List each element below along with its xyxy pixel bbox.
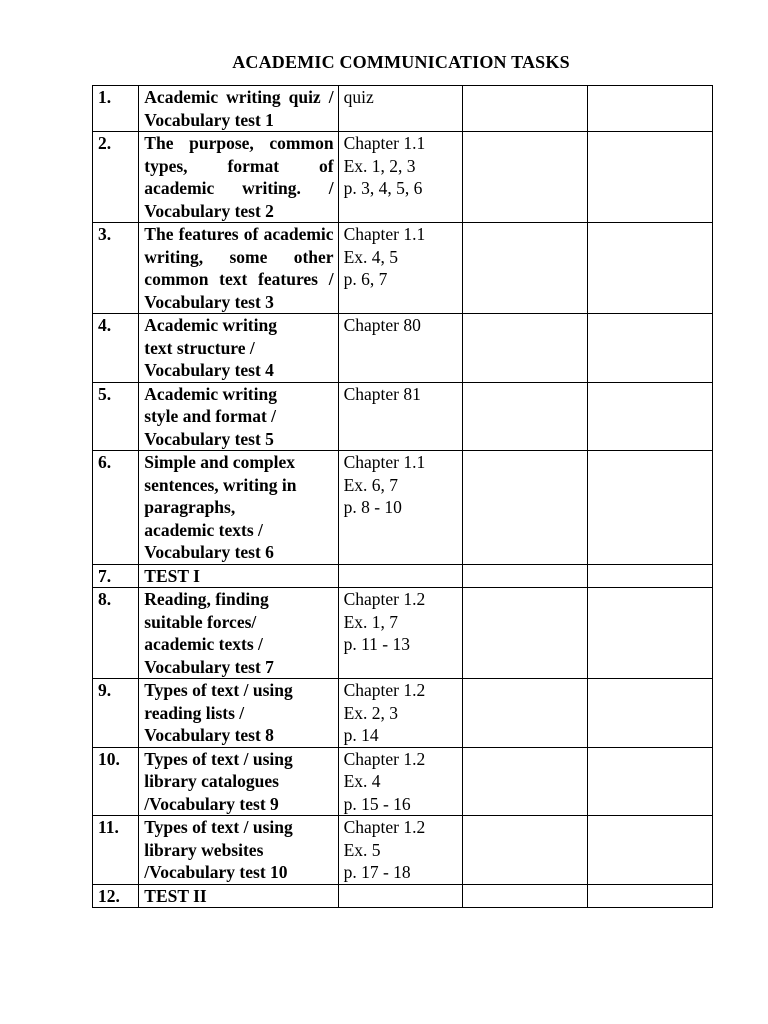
empty-cell	[588, 451, 713, 565]
topic-line: /Vocabulary test 10	[144, 862, 288, 882]
topic-line: Reading, finding	[144, 589, 269, 609]
topic-line: Vocabulary test 5	[144, 428, 274, 449]
row-number: 9.	[93, 679, 139, 748]
reference-line: Chapter 81	[343, 383, 421, 404]
row-topic	[139, 747, 338, 816]
topic-line: Academic writing quiz / Vocabulary test 1	[144, 87, 334, 130]
row-reference	[338, 451, 463, 565]
empty-cell	[588, 588, 713, 679]
empty-cell	[588, 884, 713, 908]
empty-cell	[463, 314, 588, 383]
table-row	[93, 382, 713, 451]
reference-line: Ex. 2, 3	[343, 702, 399, 723]
row-topic	[139, 588, 338, 679]
empty-cell	[463, 132, 588, 223]
empty-cell	[463, 86, 588, 132]
reference-line: Ex. 5	[343, 839, 381, 860]
row-reference	[338, 86, 463, 132]
empty-cell	[463, 564, 588, 588]
row-reference	[338, 747, 463, 816]
row-topic	[139, 679, 338, 748]
row-topic	[139, 884, 338, 908]
row-number: 5.	[93, 382, 139, 451]
row-topic	[139, 314, 338, 383]
topic-line: Vocabulary test 8	[144, 725, 274, 745]
topic-line: Academic writing	[144, 315, 277, 335]
reference-line: p. 17 - 18	[343, 862, 411, 882]
reference-line: Chapter 1.2	[343, 748, 426, 769]
empty-cell	[463, 816, 588, 885]
topic-line: The purpose, common types, format of academic writing. / Vocabulary test 2	[144, 133, 334, 221]
table-row	[93, 314, 713, 383]
reference-line: Chapter 1.1	[343, 133, 426, 153]
empty-cell	[463, 884, 588, 908]
table-row	[93, 86, 713, 132]
empty-cell	[463, 588, 588, 679]
reference-line: Chapter 1.2	[343, 680, 426, 700]
empty-cell	[463, 679, 588, 748]
empty-cell	[463, 747, 588, 816]
reference-line: p. 3, 4, 5, 6	[343, 178, 423, 198]
topic-line: Simple and complex	[144, 452, 296, 472]
table-row	[93, 816, 713, 885]
topic-line: sentences, writing in	[144, 474, 297, 495]
row-reference	[338, 314, 463, 383]
row-topic	[139, 86, 338, 132]
empty-cell	[588, 382, 713, 451]
tasks-table-body	[93, 86, 713, 908]
reference-line: Ex. 1, 7	[343, 611, 399, 632]
reference-line: Ex. 4	[343, 771, 381, 791]
row-topic	[139, 564, 338, 588]
topic-line: Types of text / using	[144, 817, 293, 837]
document-title: ACADEMIC COMMUNICATION TASKS	[232, 52, 570, 72]
table-row	[93, 451, 713, 565]
topic-line: style and format /	[144, 406, 277, 426]
empty-cell	[588, 816, 713, 885]
table-row	[93, 884, 713, 908]
row-number: 6.	[93, 451, 139, 565]
empty-cell	[463, 223, 588, 314]
empty-cell	[588, 564, 713, 588]
topic-line: text structure /	[144, 337, 255, 358]
topic-line: TEST I	[144, 565, 200, 586]
empty-cell	[588, 314, 713, 383]
topic-line: The features of academic writing, some other common text features / Vocabulary test 3	[144, 224, 334, 312]
reference-line: Ex. 6, 7	[343, 474, 399, 495]
topic-line: Vocabulary test 4	[144, 360, 274, 380]
reference-line: Chapter 80	[343, 315, 421, 335]
table-row	[93, 747, 713, 816]
topic-line: Vocabulary test 6	[144, 542, 274, 562]
reference-line: Chapter 1.1	[343, 452, 426, 472]
row-number: 7.	[93, 564, 139, 588]
topic-line: suitable forces/	[144, 611, 257, 632]
empty-cell	[463, 451, 588, 565]
topic-line: library catalogues	[144, 771, 279, 791]
row-topic	[139, 382, 338, 451]
row-reference	[338, 588, 463, 679]
row-number: 1.	[93, 86, 139, 132]
row-number: 4.	[93, 314, 139, 383]
reference-line: p. 14	[343, 725, 379, 745]
table-row	[93, 223, 713, 314]
row-number: 10.	[93, 747, 139, 816]
reference-line: Chapter 1.2	[343, 817, 426, 837]
row-reference	[338, 382, 463, 451]
row-number: 3.	[93, 223, 139, 314]
topic-line: /Vocabulary test 9	[144, 793, 279, 814]
reference-line: p. 8 - 10	[343, 497, 402, 517]
tasks-table	[92, 85, 713, 908]
reference-line: Ex. 1, 2, 3	[343, 155, 416, 176]
row-number: 11.	[93, 816, 139, 885]
row-topic	[139, 132, 338, 223]
table-row	[93, 588, 713, 679]
table-row	[93, 132, 713, 223]
topic-line: Types of text / using	[144, 748, 293, 769]
row-topic	[139, 451, 338, 565]
row-number: 8.	[93, 588, 139, 679]
reference-line: p. 11 - 13	[343, 634, 411, 654]
row-reference	[338, 884, 463, 908]
row-reference	[338, 816, 463, 885]
reference-line: p. 6, 7	[343, 269, 388, 289]
reference-line: p. 15 - 16	[343, 793, 411, 814]
reference-line: quiz	[343, 87, 374, 107]
topic-line: reading lists /	[144, 702, 245, 723]
topic-line: Types of text / using	[144, 680, 293, 700]
topic-line: TEST II	[144, 885, 207, 906]
reference-line: Ex. 4, 5	[343, 246, 399, 267]
empty-cell	[463, 382, 588, 451]
row-reference	[338, 564, 463, 588]
row-number: 12.	[93, 884, 139, 908]
row-reference	[338, 679, 463, 748]
row-topic	[139, 816, 338, 885]
topic-line: paragraphs,	[144, 497, 236, 517]
table-row	[93, 564, 713, 588]
reference-line: Chapter 1.1	[343, 224, 426, 244]
empty-cell	[588, 223, 713, 314]
row-reference	[338, 223, 463, 314]
topic-line: academic texts /	[144, 519, 263, 540]
topic-line: library websites	[144, 839, 264, 860]
reference-line: Chapter 1.2	[343, 589, 426, 609]
row-topic	[139, 223, 338, 314]
row-reference	[338, 132, 463, 223]
empty-cell	[588, 132, 713, 223]
empty-cell	[588, 747, 713, 816]
topic-line: Vocabulary test 7	[144, 656, 274, 677]
table-row	[93, 679, 713, 748]
empty-cell	[588, 679, 713, 748]
topic-line: Academic writing	[144, 383, 277, 404]
row-number: 2.	[93, 132, 139, 223]
empty-cell	[588, 86, 713, 132]
topic-line: academic texts /	[144, 634, 263, 654]
